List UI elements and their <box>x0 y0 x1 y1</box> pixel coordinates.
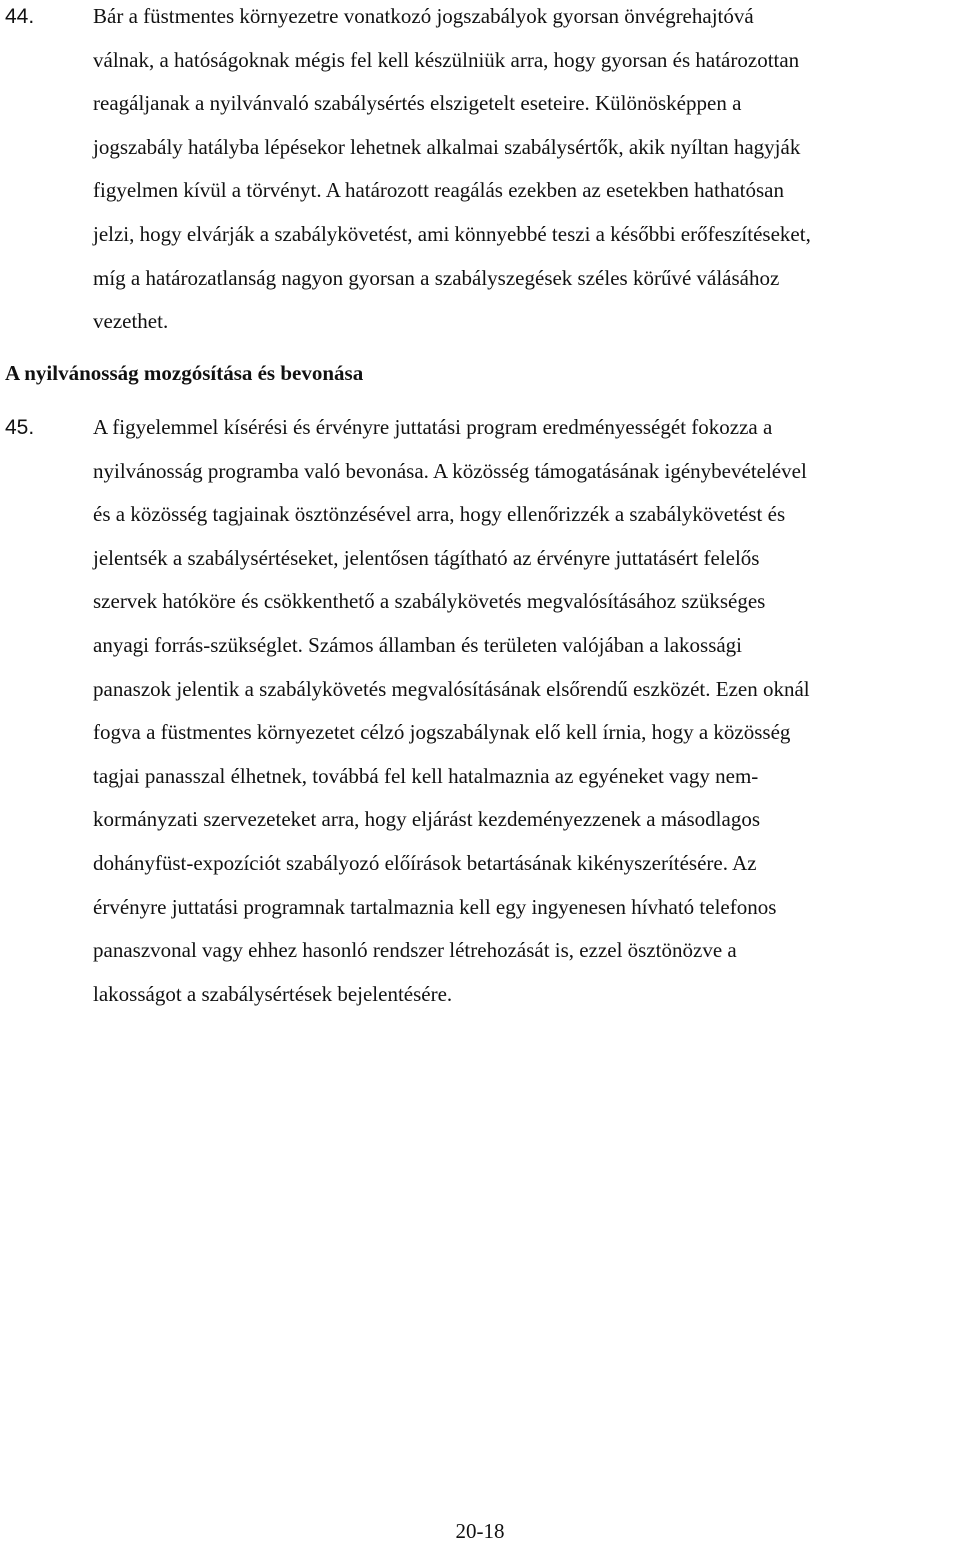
text-line: dohányfüst-expozíciót szabályozó előírások betartásának kikényszerítésére. Az <box>93 850 757 875</box>
text-line: fogva a füstmentes környezetet célzó jogszabálynak elő kell írnia, hogy a közösség <box>93 720 791 745</box>
page-number: 20-18 <box>455 1519 505 1543</box>
text-line: panaszvonal vagy ehhez hasonló rendszer létrehozását is, ezzel ösztönözve a <box>93 938 737 963</box>
text-line: jelentsék a szabálysértéseket, jelentősen tágítható az érvényre juttatásért felelős <box>93 545 760 570</box>
paragraph-text <box>93 406 955 1016</box>
paragraph-text <box>93 0 955 344</box>
text-line: jogszabály hatályba lépésekor lehetnek alkalmai szabálysértők, akik nyíltan hagyják <box>93 134 801 159</box>
text-line: válnak, a hatóságoknak mégis fel kell készülniük arra, hogy gyorsan és határozottan <box>93 47 800 72</box>
text-line: tagjai panasszal élhetnek, továbbá fel kell hatalmaznia az egyéneket vagy nem- <box>93 763 759 788</box>
section-heading: A nyilvánosság mozgósítása és bevonása <box>5 361 364 385</box>
paragraph-number: 44. <box>5 5 35 28</box>
text-line: Bár a füstmentes környezetre vonatkozó jogszabályok gyorsan önvégrehajtóvá <box>93 4 754 28</box>
text-line: míg a határozatlanság nagyon gyorsan a szabályszegések széles körűvé válásához <box>93 265 780 290</box>
text-line: nyilvánosság programba való bevonása. A közösség támogatásának igénybevételével <box>93 458 807 483</box>
text-line: reagáljanak a nyilvánvaló szabálysértés elszigetelt eseteire. Különösképpen a <box>93 91 742 116</box>
text-line: szervek hatóköre és csökkenthető a szabálykövetés megvalósításához szükséges <box>93 589 766 614</box>
text-line: kormányzati szervezeteket arra, hogy eljárást kezdeményezzenek a másodlagos <box>93 807 760 832</box>
text-line: és a közösség tagjainak ösztönzésével arra, hogy ellenőrizzék a szabálykövetést és <box>93 502 786 527</box>
text-line: anyagi forrás-szükséglet. Számos államban és területen valójában a lakossági <box>93 632 743 657</box>
text-line: jelzi, hogy elvárják a szabálykövetést, ami könnyebbé teszi a későbbi erőfeszítéseket, <box>93 221 811 246</box>
text-line: panaszok jelentik a szabálykövetés megvalósításának elsőrendű eszközét. Ezen oknál <box>93 676 810 701</box>
paragraph-number: 45. <box>5 416 35 439</box>
text-line: lakosságot a szabálysértések bejelentésére. <box>93 981 453 1006</box>
text-line: érvényre juttatási programnak tartalmaznia kell egy ingyenesen hívható telefonos <box>93 894 777 919</box>
text-line: vezethet. <box>93 309 169 334</box>
text-line: A figyelemmel kísérési és érvényre juttatási program eredményességét fokozza a <box>93 415 773 439</box>
text-line: figyelmen kívül a törvényt. A határozott reagálás ezekben az esetekben hathatósan <box>93 178 784 203</box>
